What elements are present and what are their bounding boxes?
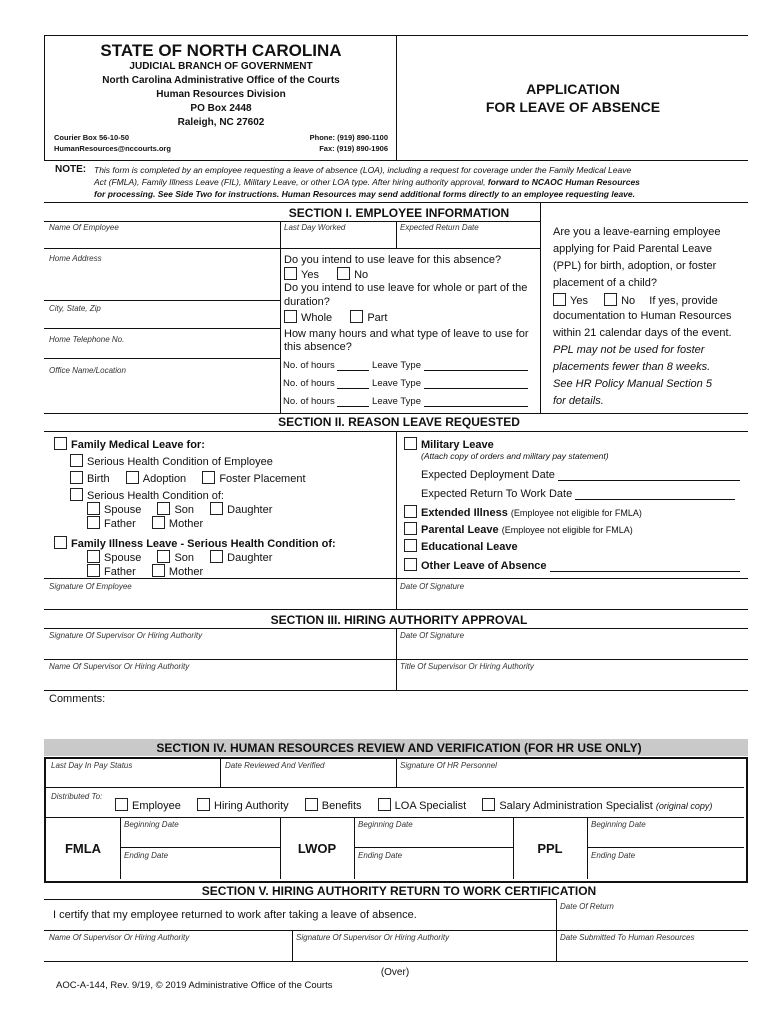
fil-daughter-label: Daughter [227, 552, 273, 564]
foster-checkbox[interactable] [202, 471, 215, 484]
ppl-line3: (PPL) for birth, adoption, or foster [553, 260, 717, 272]
fil-mother-checkbox[interactable] [152, 564, 165, 577]
whole-label: Whole [301, 312, 333, 324]
birth-checkbox[interactable] [70, 471, 83, 484]
fml-spouse-checkbox[interactable] [87, 502, 100, 515]
educational-checkbox[interactable] [404, 539, 417, 552]
note-line2-text: Act (FMLA), Family Illness Leave (FIL), Military Leave, or other LOA type. After hiring authority approval, [94, 177, 488, 187]
state-title: STATE OF NORTH CAROLINA [100, 41, 342, 60]
parental-row [404, 522, 633, 536]
note-line2-bold: forward to NCAOC Human Resources [487, 177, 640, 187]
fil-spouse-label: Spouse [104, 552, 142, 564]
dist-employee-checkbox[interactable] [115, 798, 128, 811]
whole-part-question: Do you intend to use leave for whole or part of the [284, 282, 528, 294]
fax: Fax: (919) 890-1906 [319, 144, 388, 153]
fil-relations-row1 [87, 550, 272, 564]
lwop-ending-label: Ending Date [358, 851, 403, 860]
hours-input-3[interactable] [337, 406, 369, 407]
date-reviewed-label: Date Reviewed And Verified [225, 761, 325, 770]
serious-employee-checkbox[interactable] [70, 454, 83, 467]
ppl-ending-label: Ending Date [591, 851, 636, 860]
hours-label-3: No. of hours [283, 396, 335, 407]
leave-question: Do you intend to use leave for this absence? [284, 254, 502, 266]
employee-date-label: Date Of Signature [400, 582, 465, 591]
deployment-label: Expected Deployment Date [421, 469, 555, 481]
ppl-line6: documentation to Human Resources [553, 310, 732, 322]
birth-label: Birth [87, 473, 110, 485]
military-label: Military Leave [421, 439, 494, 451]
hr-signature-label: Signature Of HR Personnel [400, 761, 497, 770]
hours-label-1: No. of hours [283, 360, 335, 371]
return-work-row [421, 488, 735, 500]
hours-input-2[interactable] [337, 388, 369, 389]
ppl-if-yes: If yes, provide [649, 295, 718, 307]
leave-yes-no [284, 267, 368, 281]
parental-checkbox[interactable] [404, 522, 417, 535]
leave-no-label: No [354, 269, 369, 281]
fil-father-label: Father [104, 566, 136, 578]
fil-checkbox[interactable] [54, 536, 67, 549]
fml-row [54, 437, 205, 451]
dist-salary-checkbox[interactable] [482, 798, 495, 811]
section4-title: SECTION IV. HUMAN RESOURCES REVIEW AND VERIFICATION (FOR HR USE ONLY) [120, 741, 678, 755]
dist-hiring-label: Hiring Authority [214, 800, 289, 812]
leave-yes-label: Yes [301, 269, 319, 281]
fil-label: Family Illness Leave - Serious Health Condition of: [71, 538, 336, 550]
extended-note: (Employee not eligible for FMLA) [510, 508, 642, 518]
supervisor-name-label: Name Of Supervisor Or Hiring Authority [49, 662, 190, 671]
office-location-label: Office Name/Location [49, 366, 126, 375]
ppl-label: PPL [537, 841, 563, 856]
deployment-input[interactable] [558, 480, 740, 481]
hours-question: How many hours and what type of leave to use for [284, 328, 529, 340]
fil-relations-row2 [87, 564, 203, 578]
po-box: PO Box 2448 [190, 103, 252, 114]
leave-type-input-2[interactable] [424, 388, 528, 389]
military-note: (Attach copy of orders and military pay statement) [421, 451, 609, 461]
deployment-row [421, 469, 740, 481]
fml-daughter-checkbox[interactable] [210, 502, 223, 515]
lwop-label: LWOP [297, 841, 337, 856]
fil-son-label: Son [174, 552, 195, 564]
extended-checkbox[interactable] [404, 505, 417, 518]
fml-label: Family Medical Leave for: [71, 439, 205, 451]
ppl-line2: applying for Paid Parental Leave [553, 243, 712, 255]
leave-no-checkbox[interactable] [337, 267, 350, 280]
dist-hiring-checkbox[interactable] [197, 798, 210, 811]
serious-of-label: Serious Health Condition of: [87, 490, 224, 502]
note-line3: for processing. See Side Two for instructions. Human Resources may send additional forms directly to an employee requesting leave. [94, 189, 635, 199]
leave-type-label-3: Leave Type [372, 396, 421, 407]
birth-adoption-row [70, 471, 306, 485]
military-row [404, 437, 494, 451]
name-of-employee-label: Name Of Employee [49, 223, 119, 232]
dist-loa-checkbox[interactable] [378, 798, 391, 811]
hours-question-2: this absence? [284, 341, 352, 353]
fml-father-label: Father [104, 518, 136, 530]
distribution-row [115, 798, 712, 812]
hours-row-3 [283, 396, 528, 407]
ppl-line4: placement of a child? [553, 277, 657, 289]
hr-email: HumanResources@nccourts.org [54, 144, 171, 153]
leave-type-input-1[interactable] [424, 370, 528, 371]
fmla-beginning-label: Beginning Date [124, 820, 179, 829]
dist-loa-label: LOA Specialist [394, 800, 467, 812]
fml-daughter-label: Daughter [227, 504, 273, 516]
dist-benefits-label: Benefits [321, 800, 362, 812]
last-day-worked-label: Last Day Worked [284, 223, 346, 232]
fml-son-checkbox[interactable] [157, 502, 170, 515]
fil-row [54, 536, 336, 550]
over-text: (Over) [380, 967, 410, 978]
supervisor-date-label: Date Of Signature [400, 631, 465, 640]
serious-of-checkbox[interactable] [70, 488, 83, 501]
comments-label: Comments: [49, 693, 106, 705]
hours-row-2 [283, 378, 528, 389]
return-work-input[interactable] [575, 499, 735, 500]
educational-row [404, 539, 518, 553]
leave-yes-checkbox[interactable] [284, 267, 297, 280]
supervisor-title-label: Title Of Supervisor Or Hiring Authority [400, 662, 534, 671]
fml-mother-checkbox[interactable] [152, 516, 165, 529]
parental-label: Parental Leave [421, 524, 499, 536]
fil-son-checkbox[interactable] [157, 550, 170, 563]
fmla-label: FMLA [64, 841, 102, 856]
hours-label-2: No. of hours [283, 378, 335, 389]
serious-employee-label: Serious Health Condition of Employee [87, 456, 273, 468]
fml-spouse-label: Spouse [104, 504, 142, 516]
employee-signature-label: Signature Of Employee [49, 582, 132, 591]
ppl-line1: Are you a leave-earning employee [553, 226, 721, 238]
other-input[interactable] [550, 571, 740, 572]
other-label: Other Leave of Absence [421, 560, 547, 572]
ppl-line9: placements fewer than 8 weeks. [553, 361, 711, 373]
whole-checkbox[interactable] [284, 310, 297, 323]
dist-salary-label: Salary Administration Specialist [499, 800, 653, 812]
rtw-supervisor-signature-label: Signature Of Supervisor Or Hiring Authority [296, 933, 450, 942]
date-return-label: Date Of Return [560, 902, 614, 911]
fil-mother-label: Mother [168, 566, 204, 578]
fml-father-checkbox[interactable] [87, 516, 100, 529]
educational-label: Educational Leave [421, 541, 518, 553]
form-title-line1: APPLICATION [526, 81, 620, 97]
fml-checkbox[interactable] [54, 437, 67, 450]
fml-relations-row2 [87, 516, 203, 530]
extended-row [404, 505, 642, 519]
parental-note: (Employee not eligible for FMLA) [501, 525, 633, 535]
whole-part-question-2: duration? [284, 296, 330, 308]
fml-son-label: Son [174, 504, 195, 516]
note-label: NOTE: [55, 164, 87, 175]
supervisor-signature-label: Signature Of Supervisor Or Hiring Authority [49, 631, 203, 640]
note-line2 [94, 177, 640, 187]
ppl-line8: PPL may not be used for foster [553, 344, 705, 356]
section3-title: SECTION III. HIRING AUTHORITY APPROVAL [250, 613, 548, 627]
extended-label: Extended Illness [421, 507, 508, 519]
fil-spouse-checkbox[interactable] [87, 550, 100, 563]
fil-daughter-checkbox[interactable] [210, 550, 223, 563]
home-address-label: Home Address [49, 254, 102, 263]
hours-row-1 [283, 360, 528, 371]
foster-label: Foster Placement [219, 473, 306, 485]
fml-mother-label: Mother [168, 518, 204, 530]
serious-employee-row [70, 454, 273, 468]
section1-title: SECTION I. EMPLOYEE INFORMATION [270, 206, 528, 220]
fil-father-checkbox[interactable] [87, 564, 100, 577]
other-row [404, 558, 740, 572]
date-submitted-label: Date Submitted To Human Resources [560, 933, 695, 942]
military-checkbox[interactable] [404, 437, 417, 450]
ppl-beginning-label: Beginning Date [591, 820, 646, 829]
ppl-yes-no [553, 293, 718, 307]
whole-part [284, 310, 388, 324]
ppl-yes-checkbox[interactable] [553, 293, 566, 306]
ppl-no-checkbox[interactable] [604, 293, 617, 306]
ppl-yes-label: Yes [570, 295, 588, 307]
phone: Phone: (919) 890-1100 [309, 133, 388, 142]
ppl-line10: See HR Policy Manual Section 5 [553, 378, 712, 390]
part-checkbox[interactable] [350, 310, 363, 323]
expected-return-date-label: Expected Return Date [400, 223, 479, 232]
lwop-beginning-label: Beginning Date [358, 820, 413, 829]
note-line1: This form is completed by an employee requesting a leave of absence (LOA), including a request for coverage under the Family Medical Leave [94, 165, 632, 175]
office-name: North Carolina Administrative Office of the Courts [102, 75, 340, 86]
serious-of-row [70, 488, 224, 502]
adoption-checkbox[interactable] [126, 471, 139, 484]
dist-employee-label: Employee [132, 800, 181, 812]
leave-type-input-3[interactable] [424, 406, 528, 407]
city-state-zip-label: City, State, Zip [49, 304, 101, 313]
other-checkbox[interactable] [404, 558, 417, 571]
section2-title: SECTION II. REASON LEAVE REQUESTED [260, 415, 538, 429]
branch: JUDICIAL BRANCH OF GOVERNMENT [129, 61, 313, 72]
fmla-ending-label: Ending Date [124, 851, 169, 860]
leave-type-label-2: Leave Type [372, 378, 421, 389]
certify-text: I certify that my employee returned to work after taking a leave of absence. [53, 909, 417, 921]
section5-title: SECTION V. HIRING AUTHORITY RETURN TO WORK CERTIFICATION [180, 884, 618, 898]
dist-benefits-checkbox[interactable] [305, 798, 318, 811]
rtw-supervisor-name-label: Name Of Supervisor Or Hiring Authority [49, 933, 190, 942]
form-id: AOC-A-144, Rev. 9/19, © 2019 Administrative Office of the Courts [56, 980, 333, 991]
hours-input-1[interactable] [337, 370, 369, 371]
home-telephone-label: Home Telephone No. [49, 335, 125, 344]
ppl-line7: within 21 calendar days of the event. [553, 327, 732, 339]
ppl-no-label: No [621, 295, 636, 307]
distributed-label: Distributed To: [51, 792, 103, 801]
division: Human Resources Division [156, 89, 286, 100]
last-day-pay-label: Last Day In Pay Status [51, 761, 133, 770]
city-zip: Raleigh, NC 27602 [177, 117, 265, 128]
return-work-label: Expected Return To Work Date [421, 488, 573, 500]
dist-salary-note: (original copy) [655, 801, 713, 811]
ppl-line11: for details. [553, 395, 604, 407]
adoption-label: Adoption [142, 473, 187, 485]
leave-type-label-1: Leave Type [372, 360, 421, 371]
fml-relations-row1 [87, 502, 272, 516]
part-label: Part [367, 312, 388, 324]
form-title-line2: FOR LEAVE OF ABSENCE [485, 99, 661, 115]
courier-box: Courier Box 56-10-50 [54, 133, 130, 142]
